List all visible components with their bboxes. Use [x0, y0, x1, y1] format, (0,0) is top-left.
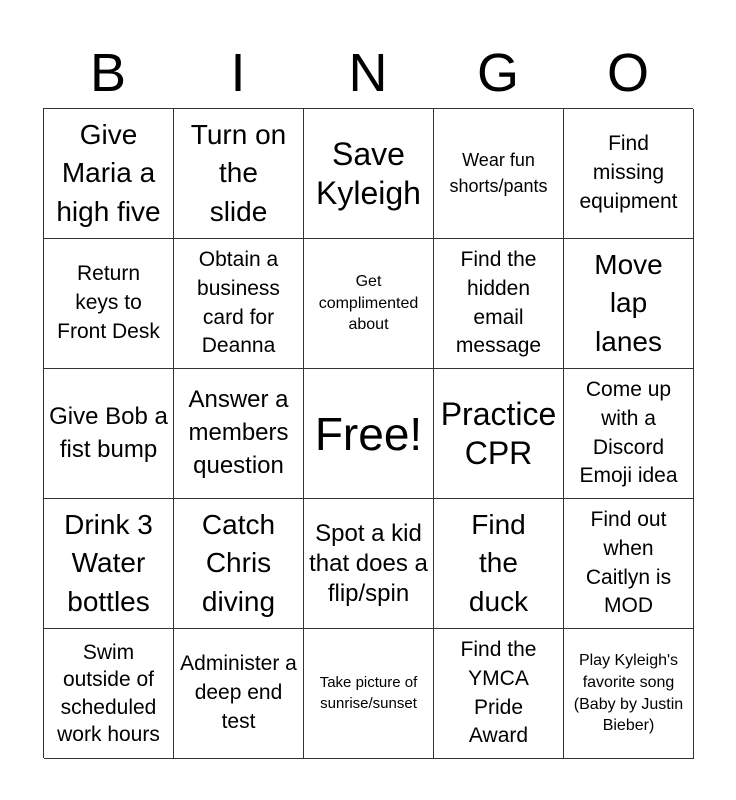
bingo-cell[interactable] [44, 369, 174, 499]
cell-text: Give Maria a high five [56, 118, 161, 227]
cell-text: Find the YMCA Pride Award [460, 637, 537, 748]
cell-text: Find missing equipment [579, 132, 678, 213]
bingo-cell[interactable] [434, 369, 564, 499]
cell-text: Move lap lanes [594, 248, 663, 357]
cell-text: Turn on the slide [190, 118, 287, 227]
bingo-cell[interactable] [174, 369, 304, 499]
bingo-cell[interactable] [434, 239, 564, 369]
cell-text: Return keys to Front Desk [57, 262, 160, 343]
cell-text: Come up with a Discord Emoji idea [579, 377, 678, 488]
bingo-cell[interactable] [44, 629, 174, 759]
bingo-cell[interactable] [434, 499, 564, 629]
header-letter-b: B [89, 43, 127, 103]
bingo-cell[interactable] [434, 629, 564, 759]
cell-text: Spot a kid that does a flip/spin [309, 519, 428, 607]
cell-text: Administer a deep end test [180, 652, 297, 733]
bingo-cell[interactable] [174, 239, 304, 369]
cell-text: Take picture of sunrise/sunset [319, 673, 418, 712]
bingo-cell[interactable] [174, 629, 304, 759]
bingo-cell[interactable] [304, 369, 434, 499]
cell-text: Drink 3 Water bottles [64, 508, 153, 617]
bingo-cell[interactable] [304, 109, 434, 239]
cell-text: Wear fun shorts/pants [449, 150, 548, 196]
cell-text: Obtain a business card for Deanna [197, 247, 280, 358]
cell-text: Answer a members question [188, 386, 289, 479]
header-letter-i: I [230, 43, 246, 103]
header-letter-o: O [606, 43, 649, 103]
cell-text: Save Kyleigh [316, 136, 421, 211]
bingo-cell[interactable] [564, 499, 694, 629]
bingo-cell[interactable] [44, 239, 174, 369]
cell-text: Find the duck [468, 508, 529, 617]
bingo-cell[interactable] [304, 499, 434, 629]
cell-text: Free! [314, 407, 423, 460]
bingo-cell[interactable] [564, 369, 694, 499]
bingo-cell[interactable] [564, 629, 694, 759]
bingo-cell[interactable] [564, 109, 694, 239]
bingo-header [43, 38, 693, 108]
cell-text: Find out when Caitlyn is MOD [585, 507, 672, 618]
bingo-cell[interactable] [304, 629, 434, 759]
bingo-cell[interactable] [564, 239, 694, 369]
bingo-cell[interactable] [174, 109, 304, 239]
bingo-cell[interactable] [174, 499, 304, 629]
bingo-cell[interactable] [304, 239, 434, 369]
cell-text: Find the hidden email message [455, 247, 542, 358]
bingo-cell[interactable] [434, 109, 564, 239]
bingo-card-grid [43, 108, 693, 758]
header-letter-g: G [476, 43, 519, 103]
bingo-cell[interactable] [44, 109, 174, 239]
cell-text: Get complimented about [318, 273, 419, 334]
cell-text: Practice CPR [440, 396, 557, 471]
bingo-cell[interactable] [44, 499, 174, 629]
cell-text: Play Kyleigh's favorite song (Baby by Justin Bieber) [573, 651, 684, 735]
cell-text: Swim outside of scheduled work hours [57, 640, 160, 746]
cell-text: Catch Chris diving [201, 508, 276, 617]
cell-text: Give Bob a fist bump [49, 402, 168, 463]
header-letter-n: N [348, 43, 388, 103]
